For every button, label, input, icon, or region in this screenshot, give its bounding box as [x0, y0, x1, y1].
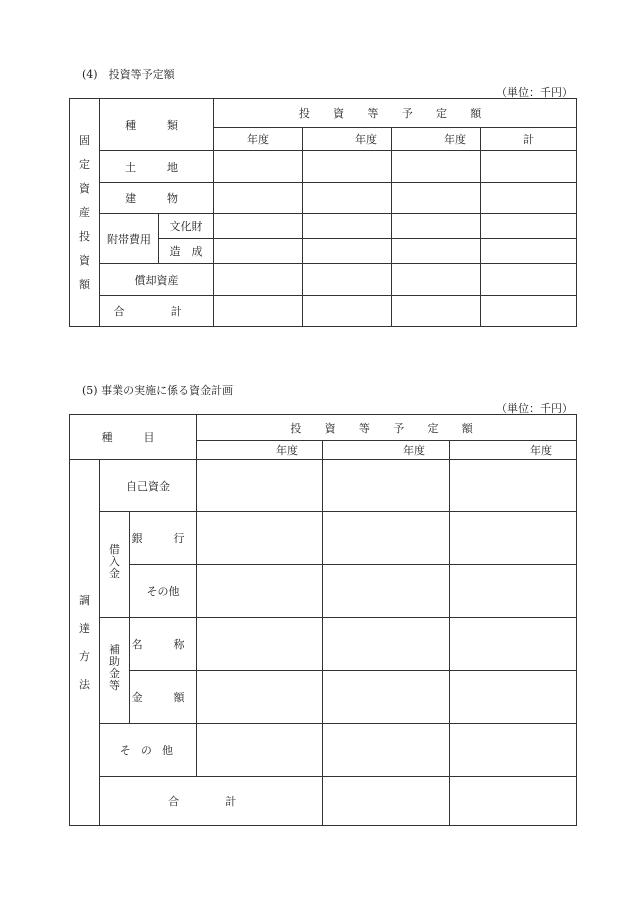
- cell[interactable]: [197, 565, 323, 618]
- cell[interactable]: [481, 264, 577, 296]
- row-construction: 造 成: [159, 239, 214, 264]
- row-incidental: 附帯費用: [100, 214, 159, 264]
- cell[interactable]: [197, 724, 323, 777]
- cell[interactable]: [214, 151, 303, 183]
- cell[interactable]: [303, 264, 392, 296]
- investment-header: 投 資 等 予 定 額: [214, 99, 577, 128]
- cell[interactable]: [450, 565, 577, 618]
- row-own-funds: 自己資金: [100, 460, 197, 512]
- cell[interactable]: [481, 239, 577, 264]
- cell[interactable]: [481, 183, 577, 214]
- row-cultural: 文化財: [159, 214, 214, 239]
- row-amount: 金 額: [130, 671, 197, 724]
- cell[interactable]: [303, 239, 392, 264]
- cell[interactable]: [214, 214, 303, 239]
- cell[interactable]: [214, 296, 303, 327]
- cell[interactable]: [303, 183, 392, 214]
- year-col-3: 年度: [392, 128, 481, 151]
- cell[interactable]: [197, 671, 323, 724]
- year-col-1: 年度: [197, 441, 323, 460]
- cell[interactable]: [392, 151, 481, 183]
- section4-unit: （単位：千円）: [496, 86, 573, 99]
- row-borrowing: 借 入 金: [100, 512, 130, 618]
- row-total: 合 計: [100, 777, 323, 826]
- cell[interactable]: [303, 214, 392, 239]
- row-land: 土 地: [100, 151, 214, 183]
- cell[interactable]: [197, 618, 323, 671]
- row-subsidy: 補 助 金 等: [100, 618, 130, 724]
- row-other: そ の 他: [100, 724, 197, 777]
- cell[interactable]: [303, 296, 392, 327]
- cell[interactable]: [392, 296, 481, 327]
- cell[interactable]: [481, 214, 577, 239]
- cell[interactable]: [323, 777, 450, 826]
- cell[interactable]: [392, 183, 481, 214]
- fixed-asset-label: 固 定 資 産 投 資 額: [70, 99, 100, 327]
- cell[interactable]: [323, 512, 450, 565]
- cell[interactable]: [450, 618, 577, 671]
- cell[interactable]: [323, 565, 450, 618]
- row-depreciable: 償却資産: [100, 264, 214, 296]
- funding-plan-table: [69, 414, 577, 826]
- cell[interactable]: [481, 151, 577, 183]
- year-col-2: 年度: [303, 128, 392, 151]
- year-col-3: 年度: [450, 441, 577, 460]
- type-header: 種 類: [100, 99, 214, 151]
- cell[interactable]: [214, 239, 303, 264]
- total-col: 計: [481, 128, 577, 151]
- cell[interactable]: [392, 264, 481, 296]
- row-total: 合 計: [100, 296, 214, 327]
- section5-heading: (5) 事業の実施に係る資金計画: [82, 384, 234, 397]
- cell[interactable]: [450, 777, 577, 826]
- cell[interactable]: [392, 239, 481, 264]
- cell[interactable]: [450, 671, 577, 724]
- row-name: 名 称: [130, 618, 197, 671]
- cell[interactable]: [392, 214, 481, 239]
- cell[interactable]: [197, 460, 323, 512]
- cell[interactable]: [323, 724, 450, 777]
- cell[interactable]: [481, 296, 577, 327]
- row-bank: 銀 行: [130, 512, 197, 565]
- cell[interactable]: [214, 264, 303, 296]
- row-building: 建 物: [100, 183, 214, 214]
- year-col-1: 年度: [214, 128, 303, 151]
- type-header: 種 目: [70, 415, 197, 460]
- cell[interactable]: [303, 151, 392, 183]
- year-col-2: 年度: [323, 441, 450, 460]
- cell[interactable]: [323, 618, 450, 671]
- cell[interactable]: [323, 460, 450, 512]
- cell[interactable]: [450, 724, 577, 777]
- cell[interactable]: [323, 671, 450, 724]
- cell[interactable]: [197, 512, 323, 565]
- funding-method-label: 調 達 方 法: [70, 460, 100, 826]
- section4-heading: (4) 投資等予定額: [82, 68, 175, 81]
- investment-header: 投 資 等 予 定 額: [197, 415, 577, 441]
- cell[interactable]: [450, 460, 577, 512]
- cell[interactable]: [450, 512, 577, 565]
- row-other-borrow: その他: [130, 565, 197, 618]
- cell[interactable]: [214, 183, 303, 214]
- investment-table: [69, 98, 577, 327]
- section5-unit: （単位：千円）: [496, 402, 573, 415]
